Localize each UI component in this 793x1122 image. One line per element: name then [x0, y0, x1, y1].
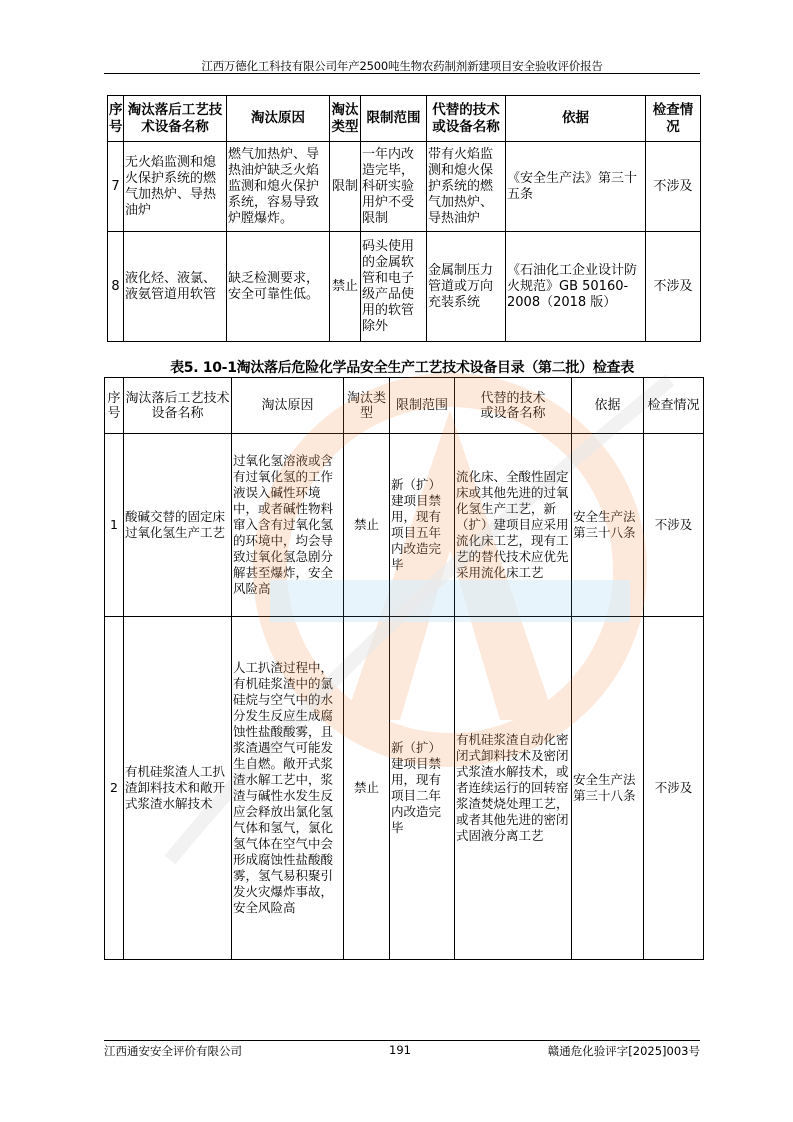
- t2-header-reason: 淘汰原因: [232, 378, 344, 434]
- t1-header-scope: 限制范围: [361, 96, 427, 142]
- t1-r8-type: 禁止: [330, 232, 361, 342]
- t2-header-basis: 依据: [572, 378, 644, 434]
- t1-r7-reason: 燃气加热炉、导热油炉缺乏火焰监测和熄火保护系统，容易导致炉膛爆炸。: [227, 142, 330, 232]
- t2-r1-reason: 过氧化氢溶液或含有过氧化氢的工作液误入碱性环境中，或者碱性物料窜入含有过氧化氢的环境中，均会导致过氧化氢急剧分解甚至爆炸，安全风险高: [232, 434, 344, 617]
- t2-r1-alt: 流化床、全酸性固定床或其他先进的过氧化氢生产工艺，新（扩）建项目应采用流化床工艺，现有工艺的替代技术应优先采用流化床工艺: [455, 434, 572, 617]
- table-row: [108, 142, 701, 232]
- t1-header-basis: 依据: [506, 96, 646, 142]
- t2-r1-name: 酸碱交替的固定床过氧化氢生产工艺: [124, 434, 232, 617]
- footer-doc-number: 赣通危化验评字[2025]003号: [547, 1044, 700, 1058]
- t1-r7-type: 限制: [330, 142, 361, 232]
- t2-r2-alt: 有机硅浆渣自动化密闭式卸料技术及密闭式浆渣水解技术，或者连续运行的回转窑浆渣焚烧处理工艺，或者其他先进的密闭式固液分离工艺: [455, 617, 572, 960]
- t1-r7-name: 无火焰监测和熄火保护系统的燃气加热炉、导热油炉: [124, 142, 227, 232]
- table2-header-row: [105, 378, 704, 434]
- footer-company: 江西通安安全评价有限公司: [104, 1044, 242, 1058]
- t1-header-check: 检查情况: [646, 96, 701, 142]
- footer-divider: [104, 1040, 700, 1041]
- t1-r7-scope: 一年内改造完毕，科研实验用炉不受限制: [361, 142, 427, 232]
- t2-r2-basis: 安全生产法第三十八条: [572, 617, 644, 960]
- t2-r2-no: 2: [105, 617, 124, 960]
- t1-r7-basis: 《安全生产法》第三十五条: [506, 142, 646, 232]
- t1-r8-check: 不涉及: [646, 232, 701, 342]
- t1-r8-basis: 《石油化工企业设计防火规范》GB 50160-2008（2018 版）: [506, 232, 646, 342]
- t2-header-no: 序号: [105, 378, 124, 434]
- t1-r7-check: 不涉及: [646, 142, 701, 232]
- table-row: [105, 617, 704, 960]
- t2-r1-check: 不涉及: [644, 434, 704, 617]
- obsolete-process-table-2: [104, 377, 704, 960]
- table1-header-row: [108, 96, 701, 142]
- t1-header-alt: 代替的技术或设备名称: [427, 96, 506, 142]
- t2-r2-name: 有机硅浆渣人工扒渣卸料技术和敞开式浆渣水解技术: [124, 617, 232, 960]
- t2-r2-type: 禁止: [344, 617, 390, 960]
- t2-header-name: 淘汰落后工艺技术 设备名称: [124, 378, 232, 434]
- t1-header-reason: 淘汰原因: [227, 96, 330, 142]
- t1-header-no: 序号: [108, 96, 124, 142]
- t2-r2-reason: 人工扒渣过程中，有机硅浆渣中的氯硅烷与空气中的水分发生反应生成腐蚀性盐酸酸雾，且浆渣遇空气可能发生自燃。敞开式浆渣水解工艺中，浆渣与碱性水发生反应会释放出氯化氢气体和氢气，氯化氢气体在空气中会形成腐蚀性盐酸酸雾，氢气易积聚引发火灾爆炸事故，安全风险高: [232, 617, 344, 960]
- obsolete-process-table-1: [107, 95, 701, 342]
- t2-r2-scope: 新（扩）建项目禁用，现有项目二年内改造完毕: [390, 617, 455, 960]
- table2-caption: 表5. 10-1淘汰落后危险化学品安全生产工艺技术设备目录（第二批）检查表: [170, 360, 634, 376]
- t2-r2-check: 不涉及: [644, 617, 704, 960]
- t2-r1-no: 1: [105, 434, 124, 617]
- t2-header-alt: 代替的技术 或设备名称: [455, 378, 572, 434]
- t1-header-name: 淘汰落后工艺技术设备名称: [124, 96, 227, 142]
- t1-r8-no: 8: [108, 232, 124, 342]
- t2-r1-type: 禁止: [344, 434, 390, 617]
- t1-r8-reason: 缺乏检测要求，安全可靠性低。: [227, 232, 330, 342]
- table-row: [105, 434, 704, 617]
- header-divider: [104, 73, 700, 74]
- t1-r7-alt: 带有火焰监测和熄火保护系统的燃气加热炉、导热油炉: [427, 142, 506, 232]
- t2-header-check: 检查情况: [644, 378, 704, 434]
- t2-r1-basis: 安全生产法第三十八条: [572, 434, 644, 617]
- t1-r8-scope: 码头使用的金属软管和电子级产品使用的软管除外: [361, 232, 427, 342]
- t2-r1-scope: 新（扩）建项目禁用，现有项目五年内改造完毕: [390, 434, 455, 617]
- t1-r8-name: 液化烃、液氯、液氨管道用软管: [124, 232, 227, 342]
- t1-r8-alt: 金属制压力管道或万向充装系统: [427, 232, 506, 342]
- footer-page-number: 191: [389, 1043, 411, 1057]
- t1-header-type: 淘汰类型: [330, 96, 361, 142]
- t2-header-scope: 限制范围: [390, 378, 455, 434]
- page-header-title: 江西万德化工科技有限公司年产2500吨生物农药制剂新建项目安全验收评价报告: [201, 59, 603, 73]
- table-row: [108, 232, 701, 342]
- t1-r7-no: 7: [108, 142, 124, 232]
- t2-header-type: 淘汰类型: [344, 378, 390, 434]
